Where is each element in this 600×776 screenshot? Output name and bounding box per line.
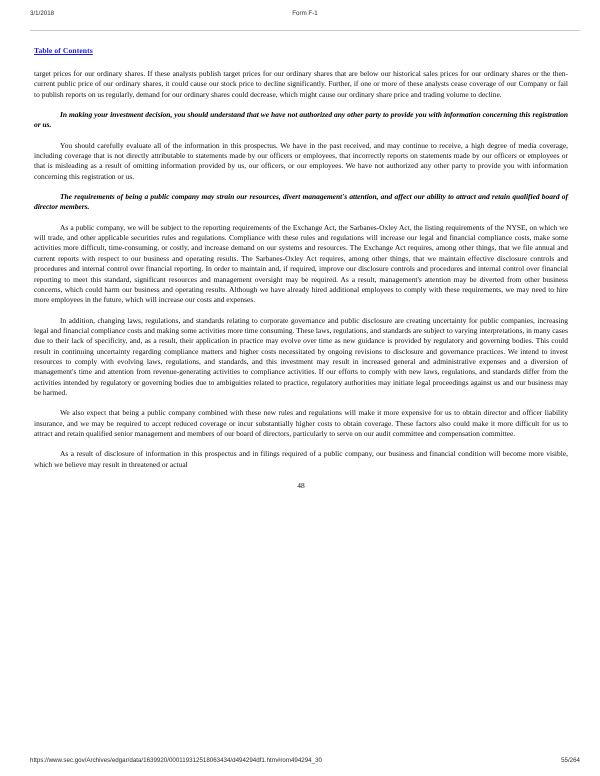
print-footer-url: https://www.sec.gov/Archives/edgar/data/1639920/000119312518063434/d494294df1.htm#rom494294_30 — [30, 757, 322, 764]
table-of-contents-link[interactable]: Table of Contents — [34, 46, 93, 55]
print-header-date: 3/1/2018 — [30, 10, 55, 17]
paragraph-media-coverage: You should carefully evaluate all of the information in this prospectus. We have in the past received, and may continue to receive, a high degree of media coverage, including coverage that is not directly attributable to statements made by our officers or employees, that incorrectly reports on statements made by our officers or employees or that is misleading as a result of omitting information provided by us, our officers, or our employees. We have not authorized any other party to provide you with information concerning this registration or us. — [34, 140, 568, 181]
header-divider — [30, 30, 580, 31]
print-header-title: Form F-1 — [292, 10, 318, 17]
paragraph-analyst-coverage: target prices for our ordinary shares. If these analysts publish target prices for our ordinary shares that are below our historical sales prices for our ordinary shares or the then-current public price of our ordinary shares, it could cause our stock price to decline significantly. Further, if one or more of these analysts cease coverage of our Company or fail to publish reports on us regularly, demand for our ordinary shares could decrease, which might cause our ordinary share price and trading volume to decline. — [34, 69, 568, 99]
risk-heading-public-company-requirements: The requirements of being a public company may strain our resources, divert management's attention, and affect our ability to attract and retain qualified board of director members. — [34, 192, 568, 212]
paragraph-do-insurance: We also expect that being a public company combined with these new rules and regulations will make it more expensive for us to obtain director and officer liability insurance, and we may be required to accept reduced coverage or incur substantially higher costs to obtain coverage. These factors also could make it more difficult for us to attract and retain qualified senior management and members of our board of directors, particularly to serve on our audit committee and compensation committee. — [34, 408, 568, 438]
print-footer-page-indicator: 55/264 — [561, 757, 580, 764]
document-content — [34, 40, 568, 491]
page-number: 48 — [297, 481, 305, 490]
browser-print-footer — [30, 755, 580, 767]
paragraph-public-company-reporting: As a public company, we will be subject to the reporting requirements of the Exchange Act, the Sarbanes-Oxley Act, the listing requirements of the NYSE, on which we will trade, and other applicable securities rules and regulations. Compliance with these rules and regulations will increase our legal and financial compliance costs, make some activities more difficult, time-consuming, or costly, and increase demand on our systems and resources. The Exchange Act requires, among other things, that we file annual and current reports with respect to our business and operating results. The Sarbanes-Oxley Act requires, among other things, that we maintain effective disclosure controls and procedures and internal control over financial reporting. In order to maintain and, if required, improve our disclosure controls and procedures and internal control over financial reporting to meet this standard, significant resources and management oversight may be required. As a result, management's attention may be diverted from other business concerns, which could harm our business and operating results. Although we have already hired additional employees to comply with these requirements, we may need to hire more employees in the future, which will increase our costs and expenses. — [34, 222, 568, 305]
paragraph-disclosure-visibility: As a result of disclosure of information in this prospectus and in filings required of a public company, our business and financial condition will become more visible, which we believe may result in threatened or actual — [34, 449, 568, 469]
risk-heading-no-authorization: In making your investment decision, you should understand that we have not authorized any other party to provide you with information concerning this registration or us. — [34, 110, 568, 130]
paragraph-changing-laws: In addition, changing laws, regulations, and standards relating to corporate governance and public disclosure are creating uncertainty for public companies, increasing legal and financial compliance costs and making some activities more time consuming. These laws, regulations, and standards are subject to varying interpretations, in many cases due to their lack of specificity, and, as a result, their application in practice may evolve over time as new guidance is provided by regulatory and governing bodies. This could result in continuing uncertainty regarding compliance matters and higher costs necessitated by ongoing revisions to disclosure and governance practices. We intend to invest resources to comply with evolving laws, regulations, and standards, and this investment may result in increased general and administrative expenses and a diversion of management's time and attention from revenue-generating activities to compliance activities. If our efforts to comply with new laws, regulations, and standards differ from the activities intended by regulatory or governing bodies due to ambiguities related to practice, regulatory authorities may initiate legal proceedings against us and our business may be harmed. — [34, 315, 568, 397]
browser-print-header — [30, 8, 580, 20]
